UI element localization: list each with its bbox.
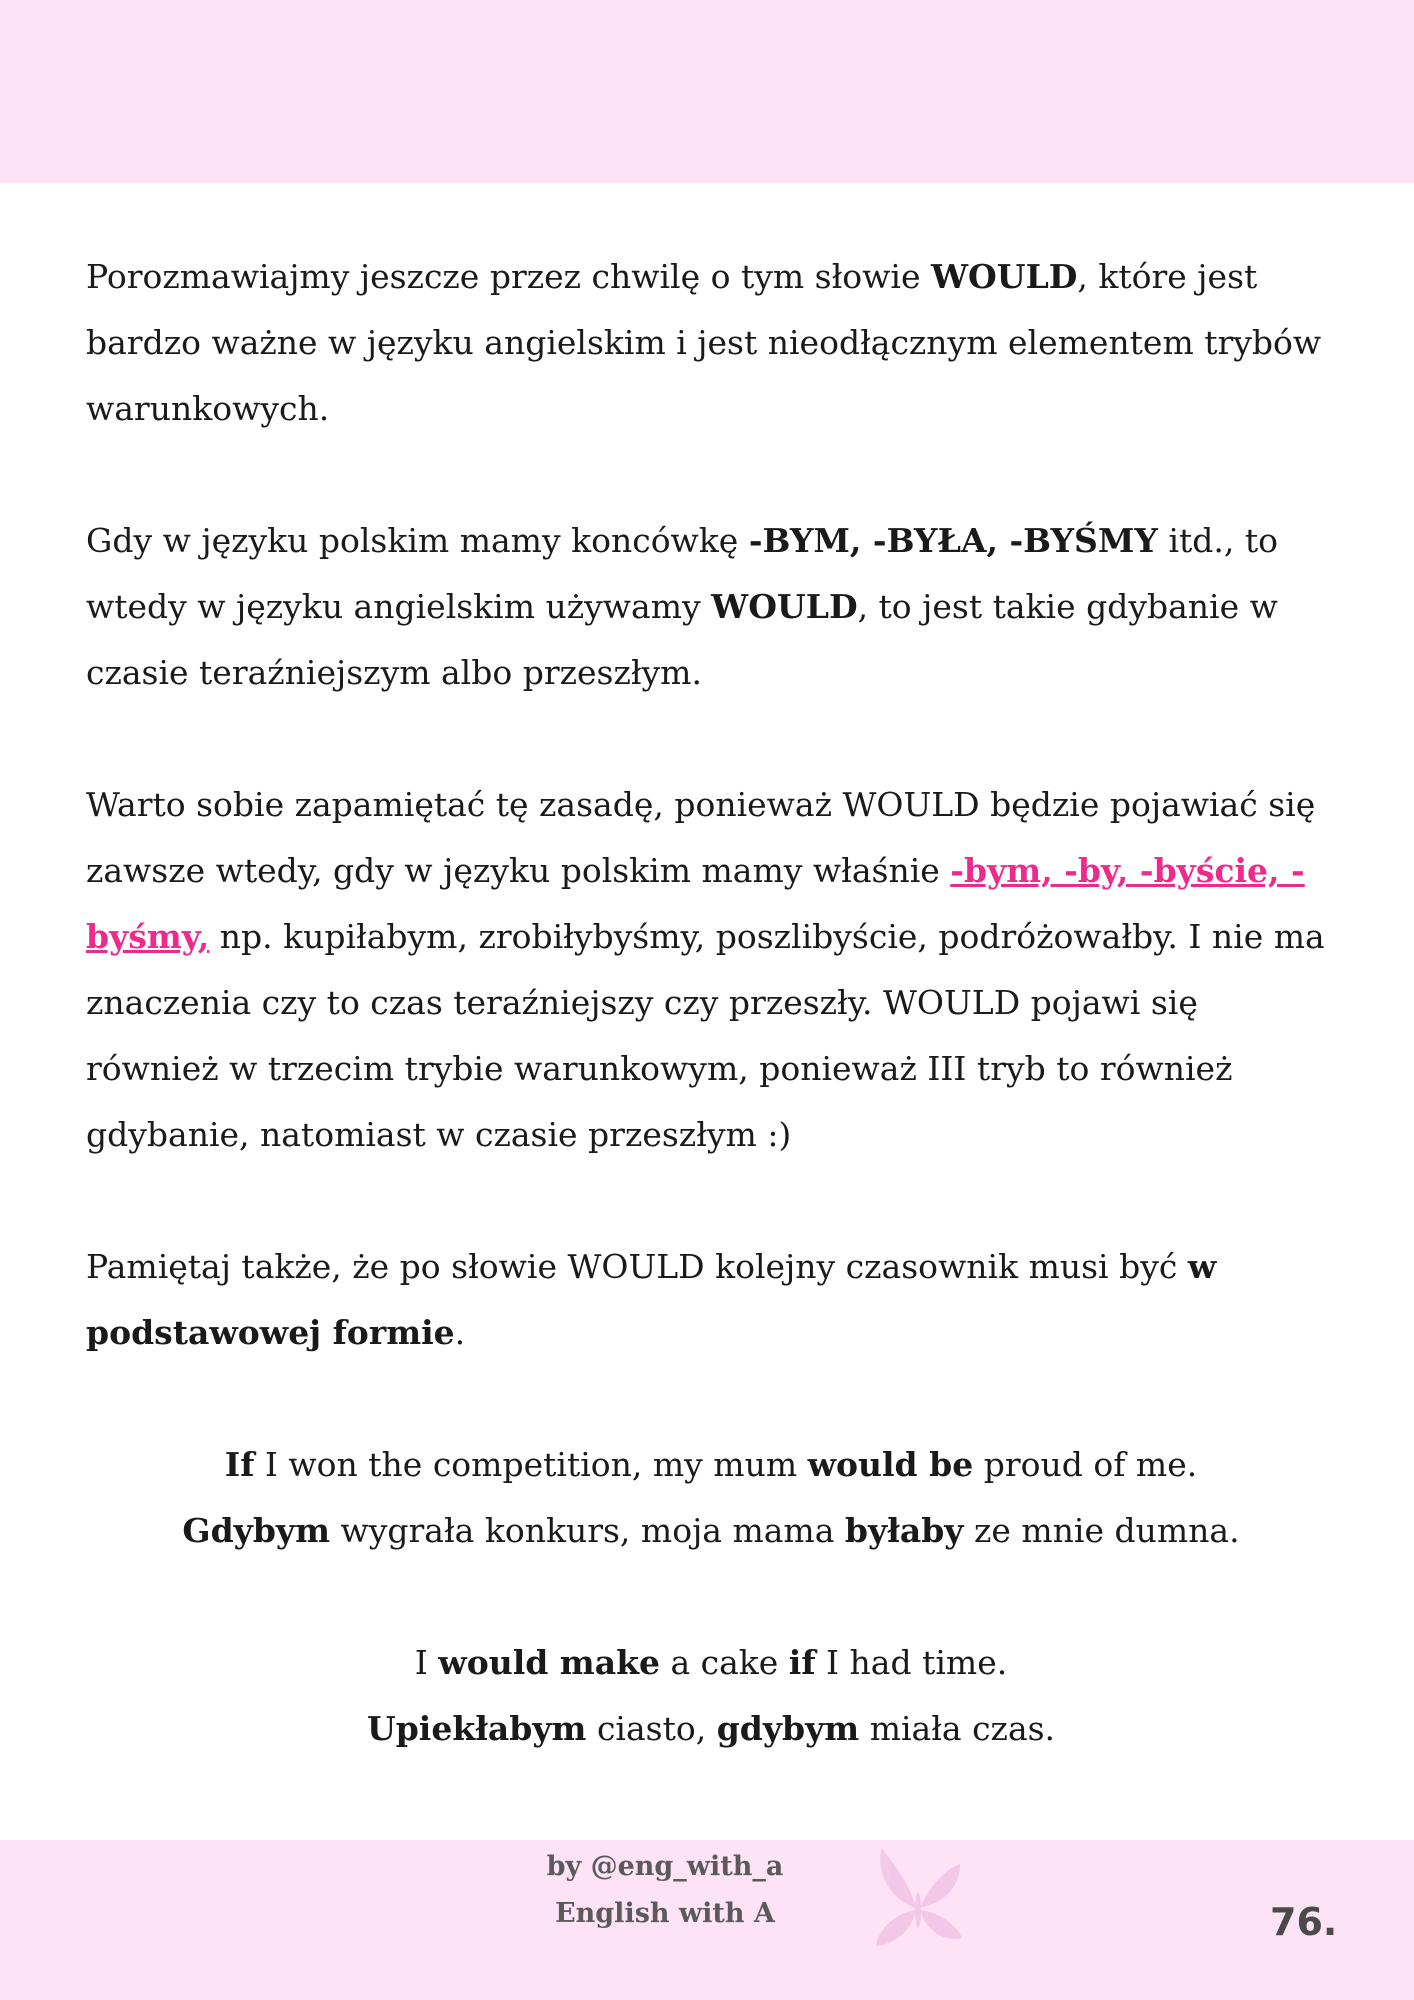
butterfly-icon: [868, 1838, 968, 1958]
highlighted-endings: -bym, -by, -byście, -byśmy,: [86, 851, 1305, 956]
page-number: 76.: [1270, 1900, 1338, 1944]
footer-brand: English with A: [555, 1898, 775, 1929]
paragraph-1: Porozmawiajmy jeszcze przez chwilę o tym słowie WOULD, które jest bardzo ważne w języku angielskim i jest nieodłącznym elementem trybów warunkowych.: [86, 257, 1322, 428]
example-1-english: If I won the competition, my mum would be proud of me.: [224, 1445, 1198, 1484]
header-band: [0, 0, 1414, 183]
example-2-english: I would make a cake if I had time.: [414, 1643, 1008, 1682]
paragraph-2: Gdy w języku polskim mamy koncówkę -BYM, -BYŁA, -BYŚMY itd., to wtedy w języku angielskim używamy WOULD, to jest takie gdybanie w czasie teraźniejszym albo przeszłym.: [86, 521, 1278, 692]
examples: [86, 1432, 1336, 1762]
example-2-polish: Upiekłabym ciasto, gdybym miała czas.: [366, 1709, 1056, 1748]
footer-credits: [500, 1843, 830, 1937]
example-1: [86, 1432, 1336, 1564]
example-2: [86, 1630, 1336, 1762]
example-1-polish: Gdybym wygrała konkurs, moja mama byłaby ze mnie dumna.: [182, 1511, 1240, 1550]
paragraph-3: Warto sobie zapamiętać tę zasadę, ponieważ WOULD będzie pojawiać się zawsze wtedy, gdy w języku polskim mamy właśnie -bym, -by, -byście, -byśmy, np. kupiłabym, zrobiłybyśmy, poszlibyście, podróżowałby. I nie ma znaczenia czy to czas teraźniejszy czy przeszły. WOULD pojawi się również w trzecim trybie warunkowym, ponieważ III tryb to również gdybanie, natomiast w czasie przeszłym :): [86, 785, 1325, 1154]
footer-author: by @eng_with_a: [546, 1851, 784, 1882]
page-content: [86, 244, 1336, 1828]
paragraph-4: Pamiętaj także, że po słowie WOULD kolejny czasownik musi być w podstawowej formie.: [86, 1247, 1217, 1352]
